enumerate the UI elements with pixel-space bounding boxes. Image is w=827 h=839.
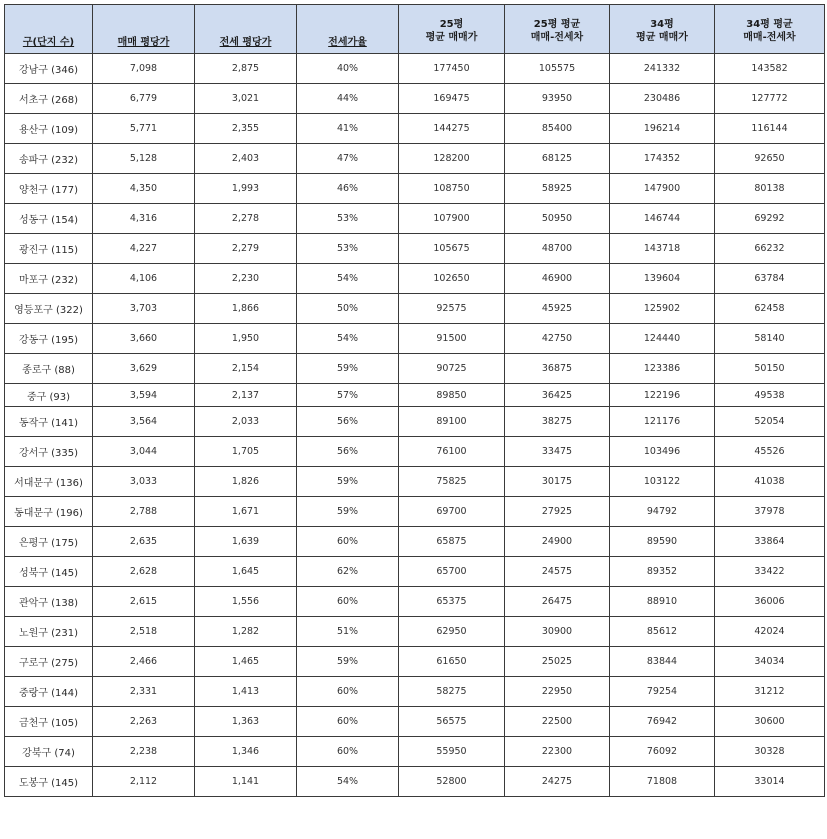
cell-25-avg-sale: 108750 [399, 174, 505, 204]
cell-jeonse-ratio: 56% [297, 407, 399, 437]
cell-34-avg-sale: 94792 [610, 497, 715, 527]
cell-sale-per-pyeong: 4,106 [93, 264, 195, 294]
cell-25-avg-sale: 58275 [399, 677, 505, 707]
cell-25-avg-gap: 45925 [505, 294, 610, 324]
cell-25-avg-sale: 69700 [399, 497, 505, 527]
cell-jeonse-ratio: 41% [297, 114, 399, 144]
header-sale-price-per-pyeong [93, 5, 195, 54]
cell-sale-per-pyeong: 4,227 [93, 234, 195, 264]
cell-district: 은평구 (175) [5, 527, 93, 557]
cell-jeonse-per-pyeong: 1,556 [195, 587, 297, 617]
price-table [4, 4, 825, 797]
table-row [5, 407, 825, 437]
cell-jeonse-per-pyeong: 1,363 [195, 707, 297, 737]
cell-jeonse-ratio: 50% [297, 294, 399, 324]
cell-34-avg-gap: 50150 [715, 354, 825, 384]
cell-jeonse-ratio: 54% [297, 264, 399, 294]
table-row [5, 174, 825, 204]
header-text: 구(단지 수) [22, 37, 75, 48]
cell-sale-per-pyeong: 6,779 [93, 84, 195, 114]
cell-34-avg-gap: 33422 [715, 557, 825, 587]
cell-25-avg-gap: 27925 [505, 497, 610, 527]
cell-25-avg-sale: 169475 [399, 84, 505, 114]
cell-34-avg-sale: 122196 [610, 384, 715, 407]
cell-25-avg-gap: 46900 [505, 264, 610, 294]
cell-25-avg-gap: 68125 [505, 144, 610, 174]
header-district [5, 5, 93, 54]
cell-25-avg-gap: 50950 [505, 204, 610, 234]
cell-34-avg-sale: 230486 [610, 84, 715, 114]
cell-25-avg-gap: 24900 [505, 527, 610, 557]
cell-jeonse-per-pyeong: 3,021 [195, 84, 297, 114]
cell-25-avg-sale: 144275 [399, 114, 505, 144]
cell-34-avg-sale: 103496 [610, 437, 715, 467]
cell-34-avg-sale: 89590 [610, 527, 715, 557]
cell-jeonse-ratio: 54% [297, 767, 399, 797]
cell-25-avg-gap: 30900 [505, 617, 610, 647]
cell-25-avg-gap: 33475 [505, 437, 610, 467]
cell-sale-per-pyeong: 7,098 [93, 54, 195, 84]
table-row [5, 677, 825, 707]
cell-jeonse-ratio: 60% [297, 527, 399, 557]
header-text: 전세가율 [328, 37, 367, 48]
cell-jeonse-per-pyeong: 2,279 [195, 234, 297, 264]
cell-34-avg-sale: 196214 [610, 114, 715, 144]
cell-34-avg-gap: 80138 [715, 174, 825, 204]
table-row [5, 437, 825, 467]
cell-34-avg-gap: 143582 [715, 54, 825, 84]
cell-district: 양천구 (177) [5, 174, 93, 204]
cell-jeonse-per-pyeong: 1,866 [195, 294, 297, 324]
cell-25-avg-sale: 92575 [399, 294, 505, 324]
table-row [5, 204, 825, 234]
cell-district: 금천구 (105) [5, 707, 93, 737]
cell-sale-per-pyeong: 5,771 [93, 114, 195, 144]
cell-34-avg-sale: 88910 [610, 587, 715, 617]
cell-sale-per-pyeong: 3,564 [93, 407, 195, 437]
cell-34-avg-gap: 58140 [715, 324, 825, 354]
cell-district: 강동구 (195) [5, 324, 93, 354]
cell-25-avg-gap: 85400 [505, 114, 610, 144]
spreadsheet [4, 4, 824, 797]
cell-sale-per-pyeong: 2,635 [93, 527, 195, 557]
cell-jeonse-ratio: 54% [297, 324, 399, 354]
cell-jeonse-ratio: 53% [297, 234, 399, 264]
cell-34-avg-gap: 116144 [715, 114, 825, 144]
header-jeonse-price-per-pyeong [195, 5, 297, 54]
cell-sale-per-pyeong: 3,629 [93, 354, 195, 384]
cell-district: 강북구 (74) [5, 737, 93, 767]
cell-sale-per-pyeong: 3,044 [93, 437, 195, 467]
cell-25-avg-gap: 58925 [505, 174, 610, 204]
cell-25-avg-gap: 24575 [505, 557, 610, 587]
cell-25-avg-sale: 128200 [399, 144, 505, 174]
cell-34-avg-gap: 30600 [715, 707, 825, 737]
cell-25-avg-sale: 89100 [399, 407, 505, 437]
table-row [5, 354, 825, 384]
cell-sale-per-pyeong: 4,350 [93, 174, 195, 204]
cell-34-avg-sale: 85612 [610, 617, 715, 647]
cell-34-avg-gap: 31212 [715, 677, 825, 707]
cell-25-avg-gap: 36875 [505, 354, 610, 384]
cell-district: 동작구 (141) [5, 407, 93, 437]
cell-34-avg-sale: 123386 [610, 354, 715, 384]
cell-jeonse-per-pyeong: 1,282 [195, 617, 297, 647]
cell-sale-per-pyeong: 2,112 [93, 767, 195, 797]
header-25-avg-sale [399, 5, 505, 54]
cell-jeonse-ratio: 59% [297, 467, 399, 497]
cell-34-avg-gap: 127772 [715, 84, 825, 114]
cell-34-avg-sale: 147900 [610, 174, 715, 204]
cell-jeonse-ratio: 60% [297, 707, 399, 737]
cell-jeonse-per-pyeong: 1,413 [195, 677, 297, 707]
cell-25-avg-sale: 90725 [399, 354, 505, 384]
cell-sale-per-pyeong: 2,518 [93, 617, 195, 647]
cell-jeonse-per-pyeong: 1,639 [195, 527, 297, 557]
header-row [5, 5, 825, 54]
cell-25-avg-sale: 105675 [399, 234, 505, 264]
header-text: 전세 평당가 [219, 37, 272, 48]
header-25-avg-gap [505, 5, 610, 54]
table-row [5, 467, 825, 497]
cell-jeonse-per-pyeong: 1,826 [195, 467, 297, 497]
cell-district: 서초구 (268) [5, 84, 93, 114]
cell-district: 노원구 (231) [5, 617, 93, 647]
cell-34-avg-gap: 69292 [715, 204, 825, 234]
cell-25-avg-sale: 55950 [399, 737, 505, 767]
cell-25-avg-gap: 30175 [505, 467, 610, 497]
table-row [5, 114, 825, 144]
table-row [5, 84, 825, 114]
cell-sale-per-pyeong: 2,466 [93, 647, 195, 677]
cell-jeonse-per-pyeong: 1,141 [195, 767, 297, 797]
cell-34-avg-gap: 52054 [715, 407, 825, 437]
cell-25-avg-gap: 24275 [505, 767, 610, 797]
cell-25-avg-sale: 52800 [399, 767, 505, 797]
cell-34-avg-gap: 41038 [715, 467, 825, 497]
cell-34-avg-sale: 71808 [610, 767, 715, 797]
cell-34-avg-sale: 76942 [610, 707, 715, 737]
table-row [5, 737, 825, 767]
cell-jeonse-per-pyeong: 2,137 [195, 384, 297, 407]
cell-34-avg-sale: 103122 [610, 467, 715, 497]
cell-25-avg-sale: 102650 [399, 264, 505, 294]
cell-34-avg-gap: 92650 [715, 144, 825, 174]
cell-sale-per-pyeong: 2,331 [93, 677, 195, 707]
cell-34-avg-gap: 37978 [715, 497, 825, 527]
cell-25-avg-gap: 38275 [505, 407, 610, 437]
cell-25-avg-gap: 25025 [505, 647, 610, 677]
cell-25-avg-gap: 36425 [505, 384, 610, 407]
cell-jeonse-ratio: 60% [297, 677, 399, 707]
cell-25-avg-sale: 56575 [399, 707, 505, 737]
cell-jeonse-per-pyeong: 1,671 [195, 497, 297, 527]
cell-jeonse-per-pyeong: 1,346 [195, 737, 297, 767]
cell-34-avg-sale: 146744 [610, 204, 715, 234]
cell-25-avg-sale: 61650 [399, 647, 505, 677]
cell-jeonse-per-pyeong: 2,355 [195, 114, 297, 144]
cell-jeonse-ratio: 47% [297, 144, 399, 174]
header-text: 25평 평균 매매-전세차 [530, 19, 584, 43]
cell-34-avg-sale: 143718 [610, 234, 715, 264]
cell-34-avg-sale: 83844 [610, 647, 715, 677]
cell-jeonse-per-pyeong: 2,875 [195, 54, 297, 84]
cell-25-avg-sale: 65700 [399, 557, 505, 587]
cell-jeonse-ratio: 40% [297, 54, 399, 84]
table-body [5, 54, 825, 797]
cell-25-avg-sale: 89850 [399, 384, 505, 407]
cell-sale-per-pyeong: 4,316 [93, 204, 195, 234]
cell-district: 동대문구 (196) [5, 497, 93, 527]
cell-25-avg-sale: 65375 [399, 587, 505, 617]
table-row [5, 497, 825, 527]
cell-sale-per-pyeong: 2,615 [93, 587, 195, 617]
cell-sale-per-pyeong: 2,238 [93, 737, 195, 767]
cell-jeonse-ratio: 62% [297, 557, 399, 587]
cell-jeonse-ratio: 59% [297, 354, 399, 384]
cell-jeonse-per-pyeong: 1,465 [195, 647, 297, 677]
cell-district: 용산구 (109) [5, 114, 93, 144]
cell-district: 성동구 (154) [5, 204, 93, 234]
cell-jeonse-ratio: 59% [297, 647, 399, 677]
cell-district: 서대문구 (136) [5, 467, 93, 497]
table-row [5, 617, 825, 647]
cell-jeonse-ratio: 46% [297, 174, 399, 204]
cell-jeonse-per-pyeong: 2,033 [195, 407, 297, 437]
cell-jeonse-ratio: 56% [297, 437, 399, 467]
cell-25-avg-sale: 177450 [399, 54, 505, 84]
cell-jeonse-per-pyeong: 1,705 [195, 437, 297, 467]
table-row [5, 294, 825, 324]
cell-district: 관악구 (138) [5, 587, 93, 617]
cell-sale-per-pyeong: 3,703 [93, 294, 195, 324]
table-row [5, 384, 825, 407]
cell-jeonse-per-pyeong: 2,154 [195, 354, 297, 384]
cell-25-avg-gap: 105575 [505, 54, 610, 84]
cell-25-avg-gap: 22300 [505, 737, 610, 767]
cell-34-avg-gap: 30328 [715, 737, 825, 767]
cell-district: 강남구 (346) [5, 54, 93, 84]
cell-34-avg-gap: 33864 [715, 527, 825, 557]
cell-district: 성북구 (145) [5, 557, 93, 587]
cell-34-avg-gap: 34034 [715, 647, 825, 677]
cell-34-avg-gap: 45526 [715, 437, 825, 467]
header-34-avg-gap [715, 5, 825, 54]
cell-district: 송파구 (232) [5, 144, 93, 174]
cell-sale-per-pyeong: 3,594 [93, 384, 195, 407]
cell-sale-per-pyeong: 2,263 [93, 707, 195, 737]
cell-25-avg-gap: 26475 [505, 587, 610, 617]
cell-jeonse-ratio: 44% [297, 84, 399, 114]
cell-jeonse-ratio: 53% [297, 204, 399, 234]
cell-25-avg-gap: 22500 [505, 707, 610, 737]
cell-jeonse-per-pyeong: 2,403 [195, 144, 297, 174]
cell-sale-per-pyeong: 2,628 [93, 557, 195, 587]
cell-25-avg-gap: 48700 [505, 234, 610, 264]
table-row [5, 264, 825, 294]
cell-sale-per-pyeong: 2,788 [93, 497, 195, 527]
table-row [5, 587, 825, 617]
cell-district: 강서구 (335) [5, 437, 93, 467]
cell-sale-per-pyeong: 3,660 [93, 324, 195, 354]
header-text: 매매 평당가 [117, 37, 170, 48]
cell-34-avg-gap: 33014 [715, 767, 825, 797]
cell-district: 종로구 (88) [5, 354, 93, 384]
table-row [5, 324, 825, 354]
cell-25-avg-sale: 76100 [399, 437, 505, 467]
cell-34-avg-sale: 125902 [610, 294, 715, 324]
header-text: 25평 평균 매매가 [425, 19, 478, 43]
table-row [5, 767, 825, 797]
cell-district: 중구 (93) [5, 384, 93, 407]
cell-25-avg-sale: 65875 [399, 527, 505, 557]
header-jeonse-ratio [297, 5, 399, 54]
cell-34-avg-sale: 241332 [610, 54, 715, 84]
table-row [5, 557, 825, 587]
cell-district: 영등포구 (322) [5, 294, 93, 324]
cell-34-avg-gap: 63784 [715, 264, 825, 294]
cell-34-avg-sale: 174352 [610, 144, 715, 174]
cell-jeonse-per-pyeong: 2,278 [195, 204, 297, 234]
cell-34-avg-sale: 89352 [610, 557, 715, 587]
header-text: 34평 평균 매매-전세차 [743, 19, 796, 43]
cell-34-avg-gap: 42024 [715, 617, 825, 647]
cell-district: 중랑구 (144) [5, 677, 93, 707]
cell-34-avg-gap: 66232 [715, 234, 825, 264]
cell-25-avg-gap: 42750 [505, 324, 610, 354]
cell-25-avg-sale: 107900 [399, 204, 505, 234]
cell-district: 마포구 (232) [5, 264, 93, 294]
header-text: 34평 평균 매매가 [636, 19, 688, 43]
table-row [5, 234, 825, 264]
table-header [5, 5, 825, 54]
cell-25-avg-gap: 22950 [505, 677, 610, 707]
cell-34-avg-sale: 76092 [610, 737, 715, 767]
table-row [5, 54, 825, 84]
cell-jeonse-ratio: 59% [297, 497, 399, 527]
cell-jeonse-per-pyeong: 1,950 [195, 324, 297, 354]
cell-34-avg-sale: 124440 [610, 324, 715, 354]
cell-25-avg-sale: 91500 [399, 324, 505, 354]
table-row [5, 527, 825, 557]
table-row [5, 144, 825, 174]
cell-25-avg-gap: 93950 [505, 84, 610, 114]
cell-34-avg-gap: 49538 [715, 384, 825, 407]
cell-jeonse-ratio: 60% [297, 737, 399, 767]
cell-jeonse-ratio: 51% [297, 617, 399, 647]
cell-34-avg-gap: 36006 [715, 587, 825, 617]
cell-jeonse-ratio: 57% [297, 384, 399, 407]
cell-25-avg-sale: 75825 [399, 467, 505, 497]
cell-jeonse-per-pyeong: 1,645 [195, 557, 297, 587]
cell-34-avg-sale: 121176 [610, 407, 715, 437]
cell-34-avg-gap: 62458 [715, 294, 825, 324]
cell-25-avg-sale: 62950 [399, 617, 505, 647]
cell-sale-per-pyeong: 3,033 [93, 467, 195, 497]
table-row [5, 647, 825, 677]
cell-34-avg-sale: 139604 [610, 264, 715, 294]
cell-sale-per-pyeong: 5,128 [93, 144, 195, 174]
cell-district: 구로구 (275) [5, 647, 93, 677]
cell-district: 광진구 (115) [5, 234, 93, 264]
header-34-avg-sale [610, 5, 715, 54]
cell-jeonse-per-pyeong: 2,230 [195, 264, 297, 294]
cell-district: 도봉구 (145) [5, 767, 93, 797]
table-row [5, 707, 825, 737]
cell-jeonse-ratio: 60% [297, 587, 399, 617]
cell-jeonse-per-pyeong: 1,993 [195, 174, 297, 204]
cell-34-avg-sale: 79254 [610, 677, 715, 707]
